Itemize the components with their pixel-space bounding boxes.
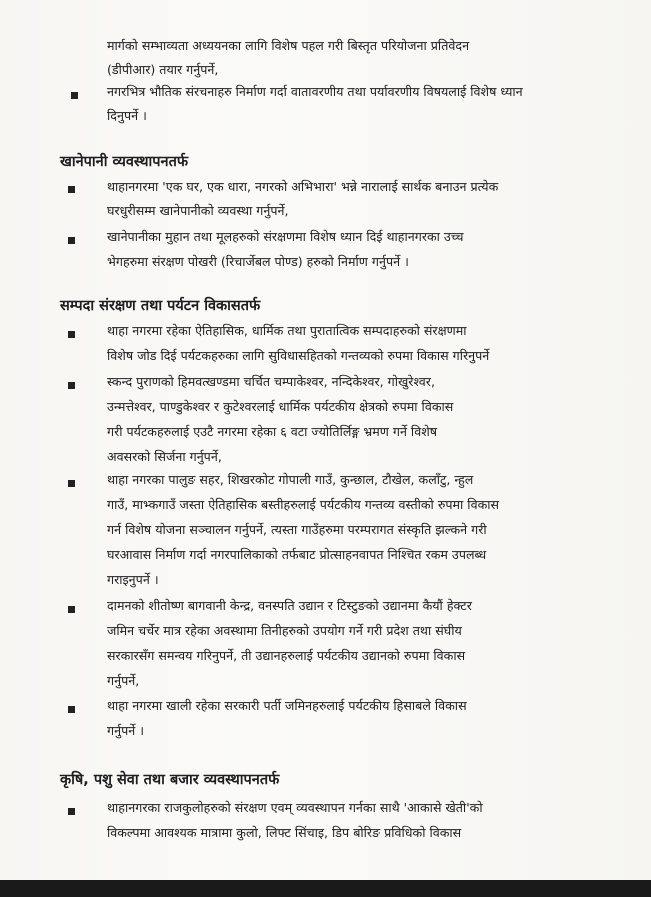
bullet-icon — [68, 331, 75, 338]
text-line: गर्नुपर्ने, — [107, 673, 140, 688]
bullet-icon — [68, 808, 75, 815]
text-line: खानेपानीका मुहान तथा मूलहरुको संरक्षणमा विशेष ध्यान दिई थाहानगरका उच्च — [107, 229, 464, 244]
bullet-icon — [68, 186, 75, 193]
bullet-icon — [68, 382, 75, 389]
text-line: जमिन चर्चेर मात्र रहेका अवस्थामा तिनीहरुको उपयोग गर्ने गरी प्रदेश तथा संघीय — [107, 623, 462, 638]
text-line: विशेष जोड दिई पर्यटकहरुका लागि सुविधासहितको गन्तव्यको रुपमा विकास गरिनुपर्ने — [107, 348, 490, 363]
text-line: गराइनुपर्ने । — [107, 572, 159, 587]
text-line: घरधुरीसम्म खानेपानीको व्यवस्था गर्नुपर्ने, — [107, 203, 289, 218]
text-line: थाहानगरमा 'एक घर, एक धारा, नगरको अभिभारा' भन्ने नारालाई सार्थक बनाउन प्रत्येक — [107, 179, 499, 194]
section-heading: सम्पदा संरक्षण तथा पर्यटन विकासतर्फ — [60, 298, 261, 314]
text-line: नगरभित्र भौतिक संरचनाहरु निर्माण गर्दा वातावरणीय तथा पर्यावरणीय विषयलाई विशेष ध्यान — [107, 84, 523, 99]
text-line: दिनुपर्ने । — [107, 108, 147, 123]
text-line: घरआवास निर्माण गर्दा नगरपालिकाको तर्फबाट प्रोत्साहनवापत निश्चित रकम उपलब्ध — [107, 547, 487, 562]
text-line: गाउँ, माभ्कगाउँ जस्ता ऐतिहासिक बस्तीहरुलाई पर्यटकीय गन्तव्य वस्तीको रुपमा विकास — [107, 497, 500, 512]
text-line: अवसरको सिर्जना गर्नुपर्ने, — [107, 449, 222, 464]
text-line: गरी पर्यटकहरुलाई एउटै नगरमा रहेका ६ वटा ज्योतिर्लिङ्ग भ्रमण गर्ने विशेष — [107, 424, 438, 439]
bullet-icon — [68, 480, 75, 487]
bullet-icon — [68, 606, 75, 613]
bullet-icon — [68, 706, 75, 713]
text-line: गर्नुपर्ने । — [107, 723, 144, 738]
bottom-edge — [0, 880, 651, 897]
text-line: गर्न विशेष योजना सञ्चालन गर्नुपर्ने, त्यस्ता गाउँहरुमा परम्परागत संस्कृति झल्कने गरी — [107, 522, 487, 537]
bullet-icon — [71, 92, 78, 99]
section-heading: कृषि, पशु सेवा तथा बजार व्यवस्थापनतर्फ — [60, 772, 280, 788]
text-line: (डीपीआर) तयार गर्नुपर्ने, — [107, 62, 219, 77]
text-line: विकल्पमा आवश्यक मात्रामा कुलो, लिफ्ट सिंचाइ, डिप बोरिङ प्रविधिको विकास — [107, 825, 462, 840]
text-line: दामनको शीतोष्ण बागवानी केन्द्र, वनस्पति उद्यान र टिस्टुङको उद्यानमा कैयौं हेक्टर — [107, 598, 472, 613]
bullet-icon — [68, 237, 75, 244]
section-heading: खानेपानी व्यवस्थापनतर्फ — [60, 154, 189, 170]
text-line: थाहा नगरमा रहेका ऐतिहासिक, धार्मिक तथा पुरातात्विक सम्पदाहरुको संरक्षणमा — [107, 323, 467, 338]
text-line: स्कन्द पुराणको हिमवत्खण्डमा चर्चित चम्पाकेश्वर, नन्दिकेश्वर, गोखुरेश्वर, — [107, 374, 435, 389]
text-line: भेगहरुमा संरक्षण पोखरी (रिचार्जेबल पोण्ड) हरुको निर्माण गर्नुपर्ने । — [107, 254, 409, 269]
text-line: थाहा नगरमा खाली रहेका सरकारी पर्ती जमिनहरुलाई पर्यटकीय हिसाबले विकास — [107, 698, 467, 713]
text-line: थाहानगरका राजकुलोहरुको संरक्षण एवम् व्यवस्थापन गर्नका साथै 'आकासे खेती'को — [107, 800, 483, 815]
text-line: थाहा नगरका पालुङ सहर, शिखरकोट गोपाली गाउँ, कुन्छाल, टौखेल, कलाँटु, न्हुल — [107, 472, 474, 487]
text-line: मार्गको सम्भाव्यता अध्ययनका लागि विशेष पहल गरी बिस्तृत परियोजना प्रतिवेदन — [107, 38, 470, 53]
text-line: उन्मत्तेश्वर, पाण्डुकेश्वर र कुटेश्वरलाई धार्मिक पर्यटकीय क्षेत्रको रुपमा विकास — [107, 399, 454, 414]
text-line: सरकारसँग समन्वय गरिनुपर्ने, ती उद्यानहरुलाई पर्यटकीय उद्यानको रुपमा विकास — [107, 648, 466, 663]
